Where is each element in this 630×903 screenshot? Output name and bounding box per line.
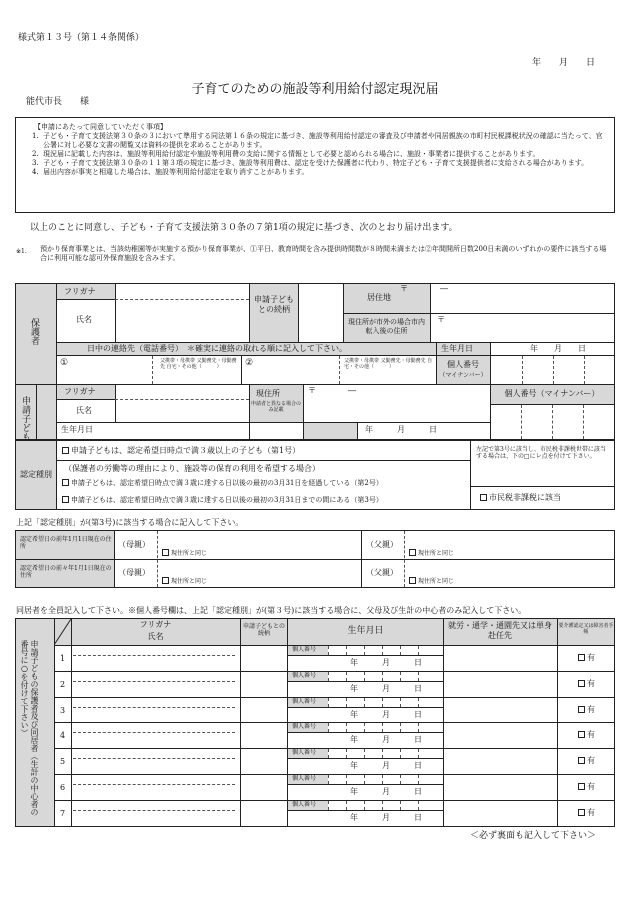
guardian-address-label: 居住地 bbox=[367, 293, 391, 302]
cert-side-check-label: 市民税非課税に該当 bbox=[489, 493, 561, 502]
guardian-mynumber-label: 個人番号 bbox=[447, 360, 479, 369]
household-care-label: 有 bbox=[587, 756, 595, 766]
household-relation-field[interactable] bbox=[241, 801, 286, 825]
checkbox-icon[interactable] bbox=[578, 809, 585, 816]
guardian-name-label: 氏名 bbox=[76, 315, 92, 324]
child-name-label: 氏名 bbox=[76, 406, 92, 415]
consent-item bbox=[32, 159, 606, 168]
checkbox-icon[interactable] bbox=[480, 494, 487, 501]
checkbox-icon[interactable] bbox=[578, 654, 585, 661]
household-care-label: 有 bbox=[587, 730, 595, 740]
note-text: 預かり保育事業とは、当該幼稚園等が実施する預かり保育事業が、①平日、教育時間を含み提供時間数が８時間未満または②年間開所日数200日未満のいずれかの要件に該当する場合に利用可能な認可外保育施設を含みます。 bbox=[40, 245, 607, 262]
household-care-label: 有 bbox=[587, 782, 595, 791]
guardian-contact-2-num: ② bbox=[245, 358, 254, 368]
child-furigana-label: フリガナ bbox=[64, 387, 96, 396]
checkbox-icon[interactable] bbox=[409, 549, 416, 556]
household-birth-value: 年 月 日 bbox=[350, 812, 422, 822]
residence-row1-father: （父親） bbox=[366, 540, 398, 549]
residence-same-label: 現住所と同じ bbox=[418, 550, 455, 557]
residence-row1-mother: （母親） bbox=[118, 540, 150, 549]
household-work-field[interactable] bbox=[444, 801, 556, 825]
household-col-furigana: フリガナ bbox=[139, 620, 172, 629]
guardian-contact-2-options: 父携帯・母携帯 父勤務先・母勤務先 自宅・その他（ ） bbox=[344, 358, 433, 370]
household-care-check[interactable] bbox=[578, 730, 595, 740]
guardian-contact-1-num: ① bbox=[60, 358, 69, 368]
household-work-field[interactable] bbox=[444, 698, 556, 722]
consent-item-text: 届出内容が事実と相違した場合は、施設等利用給付認定を取り消すことがあります。 bbox=[43, 168, 309, 176]
household-mynumber-label: 個人番号 bbox=[292, 749, 317, 757]
child-section-label: 申請子ども bbox=[20, 396, 30, 441]
cert-label: 認定種別 bbox=[20, 470, 52, 479]
household-care-label: 有 bbox=[587, 807, 595, 817]
guardian-birthdate-value: 年 月 日 bbox=[530, 344, 586, 353]
household-relation-field[interactable] bbox=[241, 672, 286, 696]
checkbox-icon[interactable] bbox=[62, 496, 69, 503]
checkbox-icon[interactable] bbox=[409, 577, 416, 584]
household-work-field[interactable] bbox=[444, 775, 556, 799]
addressee: 能代市長 様 bbox=[26, 97, 90, 107]
household-care-check[interactable] bbox=[578, 782, 595, 792]
checkbox-icon[interactable] bbox=[578, 731, 585, 738]
household-birth-value: 年 月 日 bbox=[350, 683, 422, 693]
household-row-num: 1 bbox=[59, 654, 66, 663]
consent-list bbox=[22, 132, 606, 177]
note-mark: ※1. bbox=[16, 248, 27, 255]
household-relation-field[interactable] bbox=[241, 723, 286, 747]
residence-same-label: 現住所と同じ bbox=[171, 550, 208, 557]
consent-heading: 【申請にあたって同意していただく事項】 bbox=[34, 123, 167, 131]
household-name-field[interactable] bbox=[72, 698, 239, 722]
household-care-label: 有 bbox=[587, 653, 595, 662]
household-care-label: 有 bbox=[587, 704, 595, 714]
residence-row1-father-same[interactable] bbox=[409, 549, 454, 557]
consent-item-text: 子ども・子育て支援法第３０条の１１第３項の規定に基づき、施設等利用費は、認定を受けた保護者に代わり、特定子ども・子育て支援提供者に支給される場合があります。 bbox=[43, 159, 589, 167]
household-name-field[interactable] bbox=[72, 646, 239, 670]
residence-row2-mother-same[interactable] bbox=[162, 577, 207, 585]
household-mynumber-label: 個人番号 bbox=[292, 646, 317, 653]
household-care-check[interactable] bbox=[578, 705, 595, 715]
residence-row1-mother-same[interactable] bbox=[162, 549, 207, 557]
household-work-field[interactable] bbox=[444, 723, 556, 747]
guardian-contact-1-options: 父携帯・母携帯 父勤務先・母勤務先 自宅・その他（ ） bbox=[160, 358, 237, 370]
child-current-address-label: 現住所 bbox=[256, 389, 280, 398]
household-work-field[interactable] bbox=[444, 646, 556, 670]
form-number: 様式第１３号（第１４条関係） bbox=[18, 33, 145, 43]
checkbox-icon[interactable] bbox=[578, 706, 585, 713]
household-relation-field[interactable] bbox=[241, 646, 286, 670]
household-col-birth: 生年月日 bbox=[347, 626, 384, 636]
household-row-num: 7 bbox=[59, 808, 66, 818]
page-title: 子育てのための施設等利用給付認定現況届 bbox=[191, 82, 439, 97]
household-relation-field[interactable] bbox=[241, 775, 286, 799]
consent-item-num: 3. bbox=[32, 159, 39, 167]
consent-item-num: 2. bbox=[32, 150, 39, 158]
checkbox-icon[interactable] bbox=[162, 549, 169, 556]
cert-subhead: （保護者の労働等の理由により、施設等の保育の利用を希望する場合） bbox=[64, 464, 320, 473]
child-current-address-sub: 申請者と異なる場合のみ記載 bbox=[251, 401, 302, 413]
household-work-field[interactable] bbox=[444, 672, 556, 696]
checkbox-icon[interactable] bbox=[578, 757, 585, 764]
household-care-check[interactable] bbox=[578, 653, 595, 663]
household-birth-value: 年 月 日 bbox=[350, 735, 422, 745]
child-birthdate-label: 生年月日 bbox=[61, 425, 93, 434]
cert-option-3[interactable] bbox=[62, 496, 383, 505]
residence-row2-label: 認定希望日の前々年1月1日現在の住所 bbox=[20, 565, 112, 579]
consent-item-text: 現況届に記載した内容は、施設等利用給付認定や施設等利用費の支給に関する情報として必要と認められる場合に、施設・事業者に提供することがあります。 bbox=[43, 150, 540, 158]
guardian-birthdate-label: 生年月日 bbox=[441, 344, 473, 353]
consent-item-num: 1. bbox=[32, 132, 39, 140]
residence-same-label: 現住所と同じ bbox=[418, 578, 455, 585]
cert-option-1-label: 申請子どもは、認定希望日時点で満３歳以上の子ども（第1号） bbox=[71, 446, 301, 455]
household-side-label: 申請子どもの保護者及び同居者（生計の中心者の番号に○を付けて下さい） bbox=[20, 640, 39, 816]
household-mynumber-label: 個人番号 bbox=[292, 671, 317, 679]
guardian-name-field[interactable] bbox=[116, 300, 248, 341]
household-intro: 同居者を全員記入して下さい。※個人番号欄は、上記「認定種別」が(第３号)に該当する場合に、父母及び生計の中心者のみ記入して下さい。 bbox=[16, 606, 527, 615]
household-relation-field[interactable] bbox=[241, 698, 286, 722]
footer-note: ＜必ず裏面も記入して下さい＞ bbox=[470, 831, 597, 841]
consent-item bbox=[32, 132, 606, 150]
cert-option-3-label: 申請子どもは、認定希望日時点で満３歳に達する日以後の最初の3月31日までの間にある（第3号） bbox=[71, 496, 383, 504]
guardian-address-mark: 〒 ― bbox=[400, 284, 448, 293]
household-work-field[interactable] bbox=[444, 749, 556, 773]
child-address-mark: 〒 ― bbox=[308, 386, 356, 395]
household-col-work: 就労・通学・通園先又は単身赴任先 bbox=[448, 621, 552, 640]
consent-item bbox=[32, 168, 606, 177]
household-col-relation: 申請子どもとの続柄 bbox=[242, 623, 285, 637]
household-care-label: 有 bbox=[587, 678, 595, 688]
household-relation-field[interactable] bbox=[241, 749, 286, 773]
declaration: 以上のことに同意し、子ども・子育て支援法第３０条の７第1項の規定に基づき、次のとおり届け出ます。 bbox=[30, 223, 458, 233]
household-row-num: 5 bbox=[59, 757, 66, 767]
checkbox-icon[interactable] bbox=[62, 479, 69, 486]
guardian-outside-address-label: 現住所が市外の場合市内転入後の住所 bbox=[348, 318, 425, 335]
household-mynumber-label: 個人番号 bbox=[292, 697, 317, 705]
household-birth-value: 年 月 日 bbox=[350, 787, 422, 796]
household-row-num: 6 bbox=[59, 783, 66, 792]
household-row-num: 2 bbox=[59, 679, 66, 689]
guardian-mynumber-sub: （マイナンバー） bbox=[439, 372, 487, 379]
residence-row2-father: （父親） bbox=[366, 568, 398, 577]
household-birth-value: 年 月 日 bbox=[350, 709, 422, 719]
household-mynumber-label: 個人番号 bbox=[292, 775, 317, 782]
household-row-num: 3 bbox=[59, 705, 66, 715]
cert-side-check[interactable] bbox=[480, 493, 561, 503]
child-birthdate-value: 年 月 日 bbox=[365, 425, 437, 434]
consent-box bbox=[15, 117, 615, 213]
consent-item-text: 子ども・子育て支援法第３０条の３において準用する同法第１６条の規定に基づき、施設等利用給付認定の審査及び申請者や同居親族の市町村民税課税状況の確認に当たって、官公署に対し必要な文書の閲覧又は資料の提供を求めることがあります。 bbox=[43, 132, 603, 149]
date-label: 年 月 日 bbox=[532, 58, 596, 68]
cert-option-2-label: 申請子どもは、認定希望日時点で満３歳に達する日以後の最初の3月31日を経過している（第2号） bbox=[71, 479, 383, 487]
guardian-section-label: 保護者 bbox=[29, 318, 39, 345]
residence-intro: 上記「認定種別」が(第3号)に該当する場合に記入して下さい。 bbox=[16, 518, 244, 527]
household-care-check[interactable] bbox=[578, 808, 595, 818]
guardian-relation-label: 申請子どもとの続柄 bbox=[254, 295, 294, 314]
household-mynumber-label: 個人番号 bbox=[292, 723, 317, 731]
checkbox-icon[interactable] bbox=[578, 783, 585, 790]
household-col-care: 要介護認定又は障害者手帳 bbox=[558, 623, 614, 635]
guardian-outside-mark: 〒 bbox=[437, 315, 445, 324]
checkbox-icon[interactable] bbox=[162, 577, 169, 584]
guardian-child-table bbox=[15, 283, 615, 440]
consent-item-num: 4. bbox=[32, 168, 39, 176]
residence-row2-mother: （母親） bbox=[118, 568, 150, 577]
cert-option-2[interactable] bbox=[62, 479, 383, 488]
household-name-field[interactable] bbox=[72, 672, 239, 696]
checkbox-icon[interactable] bbox=[62, 447, 69, 454]
residence-row1-label: 認定希望日の前年1月1日現在の住所 bbox=[20, 536, 112, 550]
diagonal-corner bbox=[54, 619, 71, 645]
checkbox-icon[interactable] bbox=[578, 680, 585, 687]
child-mynumber-label: 個人番号（マイナンバー） bbox=[504, 389, 600, 398]
household-col-name: 氏名 bbox=[147, 632, 164, 641]
household-care-check[interactable] bbox=[578, 756, 595, 766]
cert-option-1[interactable] bbox=[62, 446, 300, 456]
household-name-field[interactable] bbox=[72, 749, 239, 773]
household-name-field[interactable] bbox=[72, 775, 239, 799]
household-name-field[interactable] bbox=[72, 723, 239, 747]
guardian-furigana-label: フリガナ bbox=[64, 287, 96, 296]
guardian-contact-header: 日中の連絡先（電話番号） ＊確実に連絡の取れる順に記入して下さい。 bbox=[87, 344, 347, 353]
household-birth-value: 年 月 日 bbox=[350, 658, 422, 667]
consent-item bbox=[32, 150, 606, 159]
cert-side-note: 左記で第3号に該当し、市民税非課税世帯に該当する場合は、下の□にレ点を付けて下さい。 bbox=[476, 446, 606, 460]
guardian-furigana-field[interactable] bbox=[116, 285, 248, 298]
household-birth-value: 年 月 日 bbox=[350, 761, 422, 771]
household-mynumber-label: 個人番号 bbox=[292, 800, 317, 808]
residence-same-label: 現住所と同じ bbox=[171, 578, 208, 585]
household-care-check[interactable] bbox=[578, 679, 595, 689]
household-name-field[interactable] bbox=[72, 801, 239, 825]
household-row-num: 4 bbox=[59, 731, 66, 741]
residence-row2-father-same[interactable] bbox=[409, 577, 454, 585]
